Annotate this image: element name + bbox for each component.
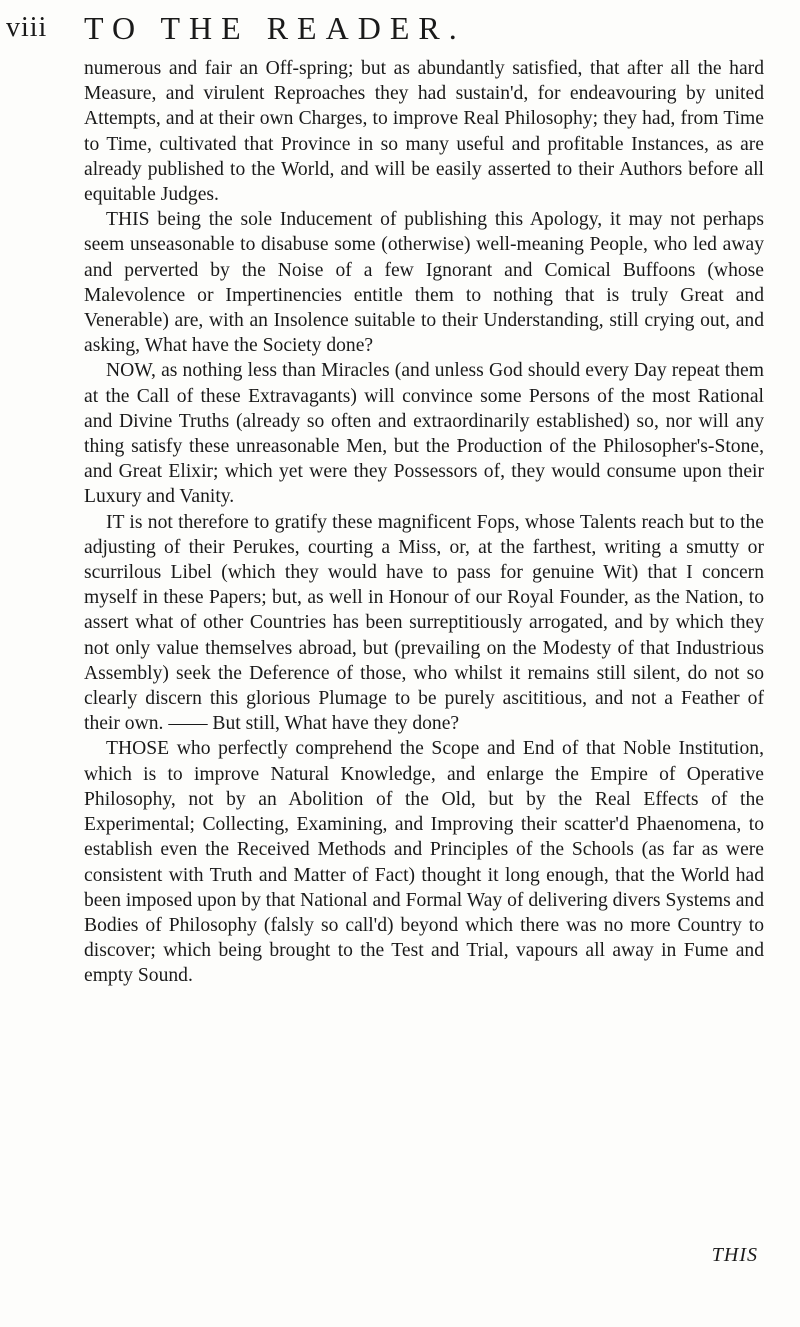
paragraph-continuation: numerous and fair an Off-spring; but as abundantly satisfied, that after all the hard Measure, and virulent Reproaches they had sustain'd, for endeavouring by united Attempts, and at their own Charges, to improve Real Philosophy; they had, from Time to Time, cultivated that Province in so many useful and profitable Instances, as are already published to the World, and will be easily asserted to their Authors before all equitable Judges. — [84, 58, 764, 206]
running-head: TO THE READER. — [84, 10, 466, 46]
page-number: viii — [6, 12, 48, 43]
paragraph: NOW, as nothing less than Miracles (and unless God should every Day repeat them at the Call of these Extravagants) will convince some Persons of the most Rational and Divine Truths (already so often and extraordinarily established) so, nor will any thing satisfy these unreasonable Men, but the Production of the Philosopher's-Stone, and Great Elixir; which yet were they Possessors of, they would consume upon their Luxury and Vanity. — [84, 360, 764, 508]
body-text — [84, 56, 764, 989]
paragraph: THIS being the sole Inducement of publishing this Apology, it may not perhaps seem unseasonable to disabuse some (otherwise) well-meaning People, who led away and perverted by the Noise of a few Ignorant and Comical Buffoons (whose Malevolence or Impertinencies entitle them to nothing that is truly Great and Venerable) are, with an Insolence suitable to their Understanding, still crying out, and asking, What have the Society done? — [84, 209, 764, 357]
catchword: THIS — [711, 1244, 758, 1266]
paragraph: IT is not therefore to gratify these magnificent Fops, whose Talents reach but to the adjusting of their Perukes, courting a Miss, or, at the farthest, writing a smutty or scurrilous Libel (which they would have to pass for genuine Wit) that I concern myself in these Papers; but, as well in Honour of our Royal Founder, as the Nation, to assert what of other Countries has been surreptitiously arrogated, and by which they not only value themselves abroad, but (prevailing on the Modesty of that Industrious Assembly) seek the Deference of those, who whilst it remains still silent, do not so clearly discern this glorious Plumage to be purely ascititious, and not a Feather of their own. —— But still, What have they done? — [84, 511, 764, 735]
paragraph: THOSE who perfectly comprehend the Scope and End of that Noble Institution, which is to improve Natural Knowledge, and enlarge the Empire of Operative Philosophy, not by an Abolition of the Old, but by the Real Effects of the Experimental; Collecting, Examining, and Improving their scatter'd Phaenomena, to establish even the Received Methods and Principles of the Schools (as far as were consistent with Truth and Matter of Fact) thought it long enough, that the World had been imposed upon by that National and Formal Way of delivering divers Systems and Bodies of Philosophy (falsly so call'd) beyond which there was no more Country to discover; which being brought to the Test and Trial, vapours all away in Fume and empty Sound. — [84, 738, 764, 987]
